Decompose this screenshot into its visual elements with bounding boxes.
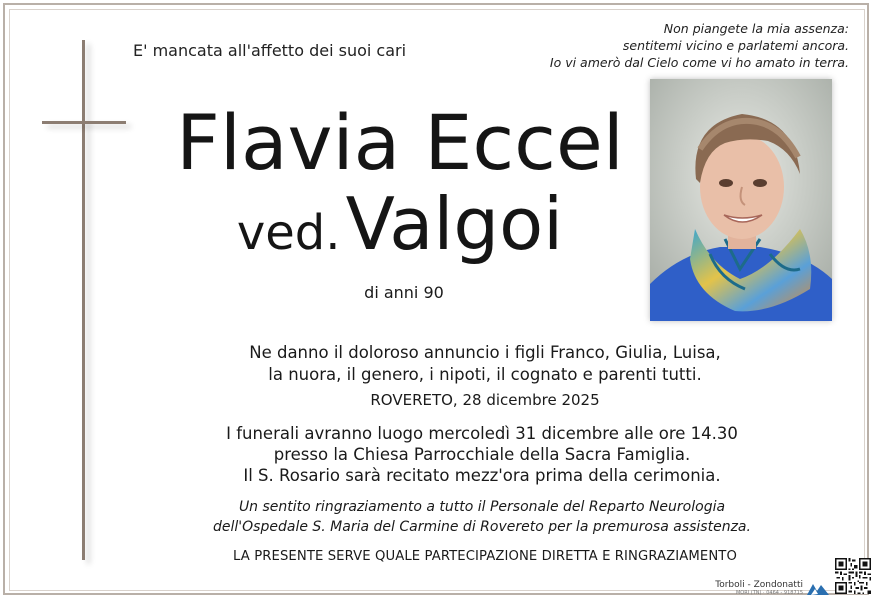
announcement-line: Ne danno il doloroso annuncio i figli Franco, Giulia, Luisa, <box>249 343 721 362</box>
place-date: ROVERETO, 28 dicembre 2025 <box>370 391 600 409</box>
funeral-line: I funerali avranno luogo mercoledì 31 dicembre alle ore 14.30 <box>226 424 738 443</box>
intro-text: E' mancata all'affetto dei suoi cari <box>133 41 407 60</box>
quote-block <box>550 20 849 71</box>
funeral-details <box>172 423 792 486</box>
agency-name: Torboli - Zondonatti <box>715 580 803 590</box>
agency-phone: MORI (TN) · 0464 - 918715 <box>735 590 803 596</box>
thanks-note <box>172 497 792 537</box>
announcement <box>185 342 785 386</box>
age-text: di anni 90 <box>364 283 444 302</box>
funeral-line: presso la Chiesa Parrocchiale della Sacra Famiglia. <box>273 445 691 464</box>
funeral-line: Il S. Rosario sarà recitato mezz'ora prima della cerimonia. <box>243 466 721 485</box>
widow-prefix: ved. <box>236 205 341 261</box>
qr-code-icon[interactable] <box>835 558 871 594</box>
thanks-line: dell'Ospedale S. Maria del Carmine di Rovereto per la premurosa assistenza. <box>213 519 751 535</box>
thanks-line: Un sentito ringraziamento a tutto il Personale del Reparto Neurologia <box>238 499 726 515</box>
quote-line: Non piangete la mia assenza: <box>663 21 849 36</box>
quote-line: Io vi amerò dal Cielo come vi ho amato in terra. <box>549 55 849 70</box>
quote-line: sentitemi vicino e parlatemi ancora. <box>622 38 849 53</box>
agency-logo-icon <box>806 582 830 596</box>
deceased-married-name <box>150 184 650 284</box>
cross-vertical-bar <box>82 40 85 560</box>
announcement-line: la nuora, il genero, i nipoti, il cognato e parenti tutti. <box>268 365 702 384</box>
portrait-photo <box>650 79 832 321</box>
agency-info <box>713 580 803 596</box>
portrait-photo-icon <box>650 79 832 321</box>
closing-statement: LA PRESENTE SERVE QUALE PARTECIPAZIONE DIRETTA E RINGRAZIAMENTO <box>233 549 737 564</box>
cross-horizontal-bar <box>42 121 126 124</box>
deceased-name: Flavia Eccel <box>176 98 624 187</box>
married-surname: Valgoi <box>345 182 564 266</box>
